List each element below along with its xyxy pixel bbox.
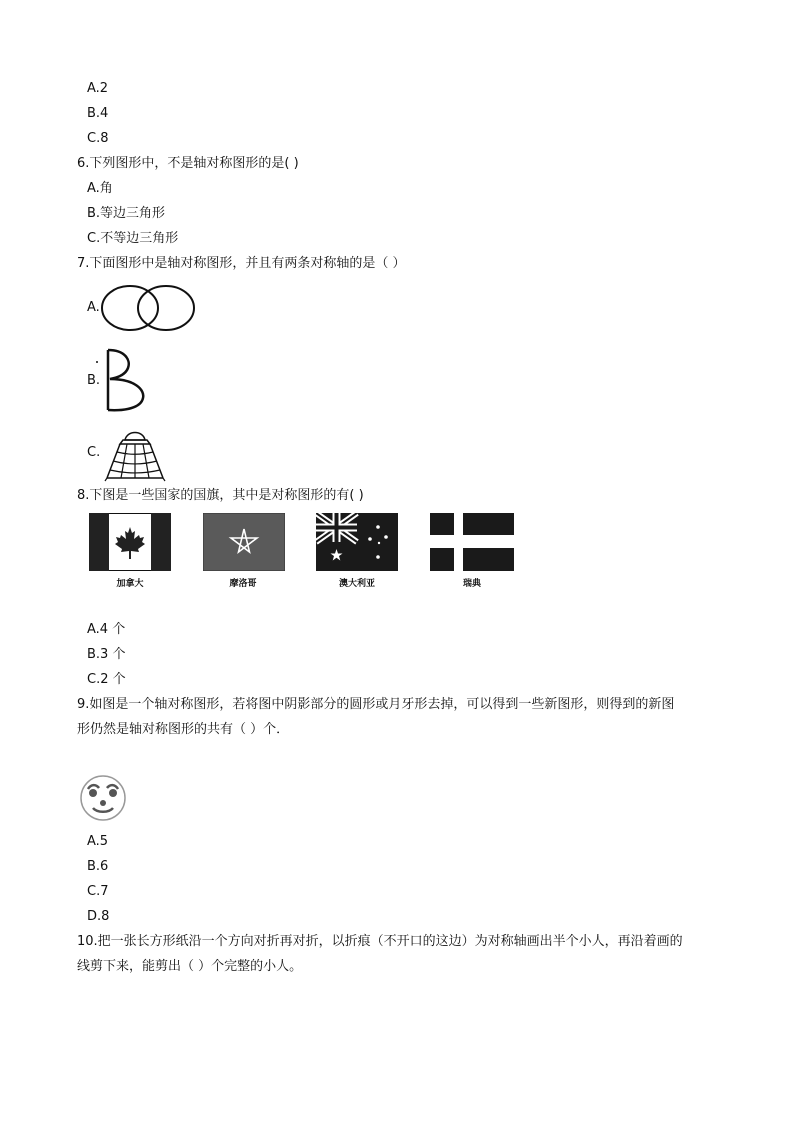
morocco-flag-icon: [203, 513, 285, 571]
letter-b-icon: [95, 346, 150, 414]
q8-stem: 8.下图是一些国家的国旗，其中是对称图形的有( ): [77, 488, 364, 503]
q8-option-c: C.2 个: [87, 672, 126, 687]
q10-stem-line1: 10.把一张长方形纸沿一个方向对折再对折，以折痕（不开口的这边）为对称轴画出半个小人，再沿着画的: [77, 934, 683, 949]
q8-option-b: B.3 个: [87, 647, 126, 662]
q9-option-c: C.7: [87, 884, 109, 899]
q6-option-a: A.角: [87, 181, 113, 196]
q5-option-c: C.8: [87, 131, 109, 146]
q9-stem-line1: 9.如图是一个轴对称图形，若将图中阴影部分的圆形或月牙形去掉，可以得到一些新图形，则得到的新图: [77, 697, 675, 712]
q9-stem-line2: 形仍然是轴对称图形的共有（ ）个．: [77, 722, 290, 737]
q9-option-b: B.6: [87, 859, 109, 874]
q7-option-b: B.: [87, 373, 101, 388]
q6-option-c: C.不等边三角形: [87, 231, 179, 246]
flag-label-canada: 加拿大: [116, 579, 144, 589]
shuttlecock-icon: [103, 428, 167, 482]
canada-flag-icon: [89, 513, 171, 571]
sweden-flag-icon: [430, 513, 514, 571]
q8-option-a: A.4 个: [87, 622, 126, 637]
q9-option-d: D.8: [87, 909, 110, 924]
q7-option-a: A.: [87, 300, 100, 315]
australia-flag-icon: [316, 513, 398, 571]
q7-stem: 7.下面图形中是轴对称图形，并且有两条对称轴的是（ ）: [77, 256, 406, 271]
flag-label-australia: 澳大利亚: [338, 579, 375, 589]
overlapping-circles-icon: [100, 283, 198, 333]
q7-option-c: C.: [87, 445, 101, 460]
q9-option-a: A.5: [87, 834, 109, 849]
q6-stem: 6.下列图形中，不是轴对称图形的是( ): [77, 156, 299, 171]
flag-label-sweden: 瑞典: [462, 579, 481, 589]
q10-stem-line2: 线剪下来，能剪出（ ）个完整的小人。: [77, 959, 303, 974]
flag-label-morocco: 摩洛哥: [229, 579, 257, 589]
q5-option-a: A.2: [87, 81, 109, 96]
q5-option-b: B.4: [87, 106, 109, 121]
smiley-face-icon: [79, 772, 127, 824]
q6-option-b: B.等边三角形: [87, 206, 166, 221]
